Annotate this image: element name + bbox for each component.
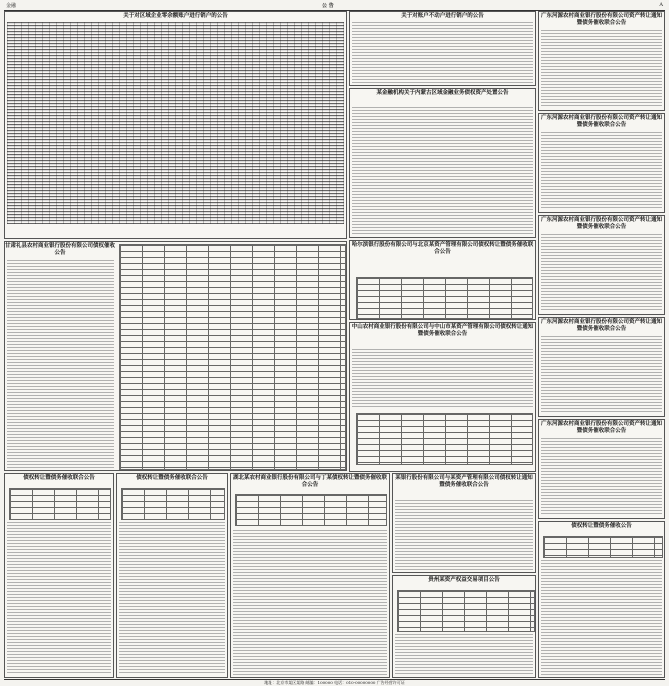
- article-title: 广东河源农村商业银行股份有限公司资产转让通知暨债务催收联合公告: [540, 13, 662, 26]
- article-title: 湖北某农村商业银行股份有限公司与丁某债权转让暨债务催收联合公告: [232, 475, 387, 488]
- article-a7: [538, 317, 665, 417]
- article-body: [395, 500, 533, 570]
- article-a4: [538, 11, 665, 111]
- article-body: [541, 30, 662, 108]
- article-title: 关于对区域企业零余额账户进行销户的公告: [123, 13, 228, 19]
- article-a11: [349, 322, 536, 472]
- article-title: 广东河源农村商业银行股份有限公司资产转让通知暨债务催收联合公告: [540, 319, 662, 332]
- article-body: [233, 530, 387, 675]
- article-a3: [349, 88, 536, 238]
- asset-table: [235, 494, 387, 526]
- article-a12: [4, 473, 114, 678]
- article-body: [352, 107, 533, 235]
- article-body: [541, 234, 662, 312]
- header-left: 金融: [6, 3, 17, 9]
- article-a19: [392, 575, 536, 678]
- asset-table: [397, 590, 535, 632]
- article-title: 哈尔滨银行股份有限公司与北京某资产管理有限公司债权转让暨债务催收联合公告: [351, 242, 534, 255]
- article-title: 某金融机构关于内蒙古区域金融业务债权资产处置公告: [376, 90, 509, 96]
- article-a13: [116, 473, 228, 678]
- article-a1: [4, 11, 347, 239]
- asset-table: [356, 277, 533, 319]
- article-title: 关于对账户不动户进行销户的公告: [401, 13, 484, 19]
- header-right: A: [659, 2, 663, 8]
- article-title: 贵州某资产权益交易项目公告: [428, 577, 500, 583]
- article-title: 债权转让暨债务催收联合公告: [23, 475, 95, 481]
- article-title: 债权转让暨债务催收联合公告: [136, 475, 208, 481]
- article-body: [352, 349, 533, 409]
- article-title: 中山农村商业银行股份有限公司与中山市某资产管理有限公司债权转让通知暨债务催收联合公告: [351, 324, 534, 337]
- asset-table: [543, 536, 663, 558]
- asset-table: [121, 488, 225, 520]
- article-title: 广东河源农村商业银行股份有限公司资产转让通知暨债务催收联合公告: [540, 421, 662, 434]
- article-body: [7, 260, 114, 468]
- article-body: [395, 634, 533, 675]
- page-footer: 地址：北京市某区某路 邮编：100000 电话：010-00000000 广告经营许可证: [4, 679, 665, 686]
- asset-table: [119, 244, 346, 470]
- asset-table: [356, 413, 533, 465]
- article-body: [541, 132, 662, 210]
- page-header: [4, 2, 665, 11]
- article-body: [541, 560, 662, 675]
- article-body: [7, 522, 111, 675]
- article-body: [541, 336, 662, 414]
- article-body: [352, 22, 533, 83]
- article-a2: [349, 11, 536, 86]
- article-a10: [349, 240, 536, 320]
- article-a6: [538, 215, 665, 315]
- article-body: [541, 438, 662, 516]
- article-title: 债权转让暨债务催收公告: [571, 523, 632, 529]
- article-title: 广东河源农村商业银行股份有限公司资产转让通知暨债务催收联合公告: [540, 115, 662, 128]
- article-a17: [538, 521, 665, 678]
- article-title: 某银行股份有限公司与某资产管理有限公司债权转让通知暨债务催收联合公告: [395, 475, 533, 488]
- article-body: [7, 22, 344, 224]
- header-center: 公 告: [322, 3, 334, 9]
- asset-table: [9, 488, 111, 520]
- article-body: [119, 522, 225, 675]
- article-a16: [392, 473, 536, 573]
- article-a9: [4, 241, 347, 471]
- article-a14: [230, 473, 390, 678]
- article-title: 甘肃礼县农村商业银行股份有限公司债权催收公告: [5, 243, 116, 256]
- article-a5: [538, 113, 665, 213]
- article-title: 广东河源农村商业银行股份有限公司资产转让通知暨债务催收联合公告: [540, 217, 662, 230]
- article-a8: [538, 419, 665, 519]
